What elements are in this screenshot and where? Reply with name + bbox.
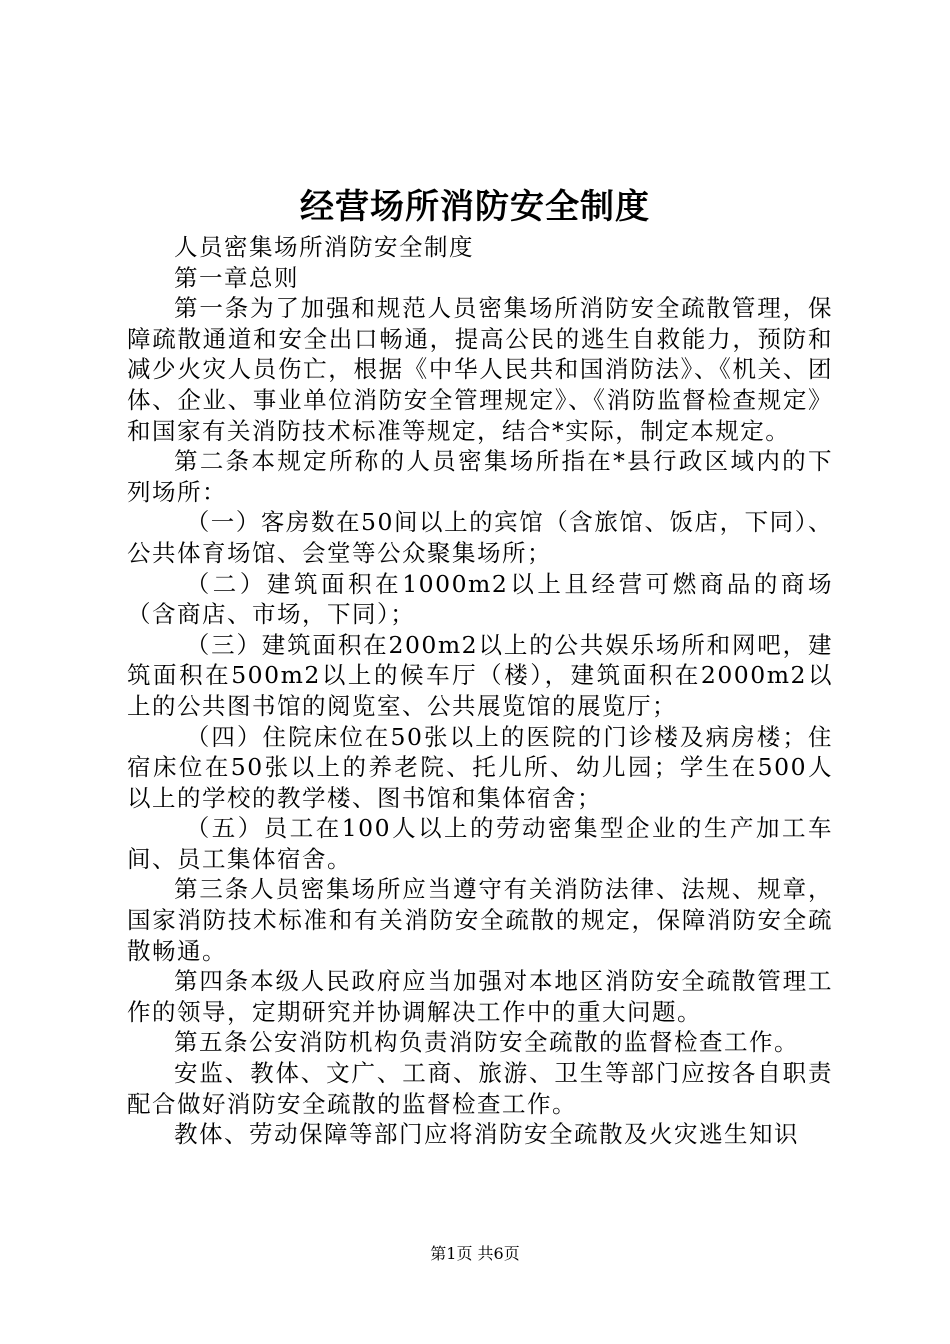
item-2-paragraph: （二）建筑面积在1000m2以上且经营可燃商品的商场（含商店、市场，下同）； — [127, 569, 833, 629]
article-1-paragraph: 第一条为了加强和规范人员密集场所消防安全疏散管理，保障疏散通道和安全出口畅通，提高公民的逃生自救能力，预防和减少火灾人员伤亡，根据《中华人民共和国消防法》、《机关、团体、企业、事业单位消防安全管理规定》、《消防监督检查规定》和国家有关消防技术标准等规定，结合*实际，制定本规定。 — [127, 294, 833, 445]
item-1-paragraph: （一）客房数在50间以上的宾馆（含旅馆、饭店，下同）、公共体育场馆、会堂等公众聚集场所； — [127, 508, 833, 567]
document-body — [127, 232, 833, 1150]
document-title: 经营场所消防安全制度 — [300, 187, 650, 227]
chapter-heading: 第一章总则 — [174, 263, 299, 292]
education-paragraph: 教体、劳动保障等部门应将消防安全疏散及火灾逃生知识 — [174, 1120, 799, 1149]
item-3-paragraph: （三）建筑面积在200m2以上的公共娱乐场所和网吧，建筑面积在500m2以上的候车厅（楼），建筑面积在2000m2以上的公共图书馆的阅览室、公共展览馆的展览厅； — [127, 630, 833, 720]
subtitle-paragraph: 人员密集场所消防安全制度 — [174, 233, 474, 261]
page-number-footer: 第1页 共6页 — [430, 1244, 520, 1263]
item-5-paragraph: （五）员工在100人以上的劳动密集型企业的生产加工车间、员工集体宿舍。 — [127, 814, 833, 873]
item-4-paragraph: （四）住院床位在50张以上的医院的门诊楼及病房楼；住宿床位在50张以上的养老院、托儿所、幼儿园；学生在500人以上的学校的教学楼、图书馆和集体宿舍； — [127, 722, 833, 812]
article-4-paragraph: 第四条本级人民政府应当加强对本地区消防安全疏散管理工作的领导，定期研究并协调解决工作中的重大问题。 — [127, 967, 833, 1026]
article-2-paragraph: 第二条本规定所称的人员密集场所指在*县行政区域内的下列场所： — [127, 447, 833, 506]
departments-paragraph: 安监、教体、文广、工商、旅游、卫生等部门应按各自职责配合做好消防安全疏散的监督检查工作。 — [127, 1059, 833, 1118]
article-3-paragraph: 第三条人员密集场所应当遵守有关消防法律、法规、规章，国家消防技术标准和有关消防安全疏散的规定，保障消防安全疏散畅通。 — [127, 875, 833, 965]
article-5-paragraph: 第五条公安消防机构负责消防安全疏散的监督检查工作。 — [174, 1028, 799, 1057]
